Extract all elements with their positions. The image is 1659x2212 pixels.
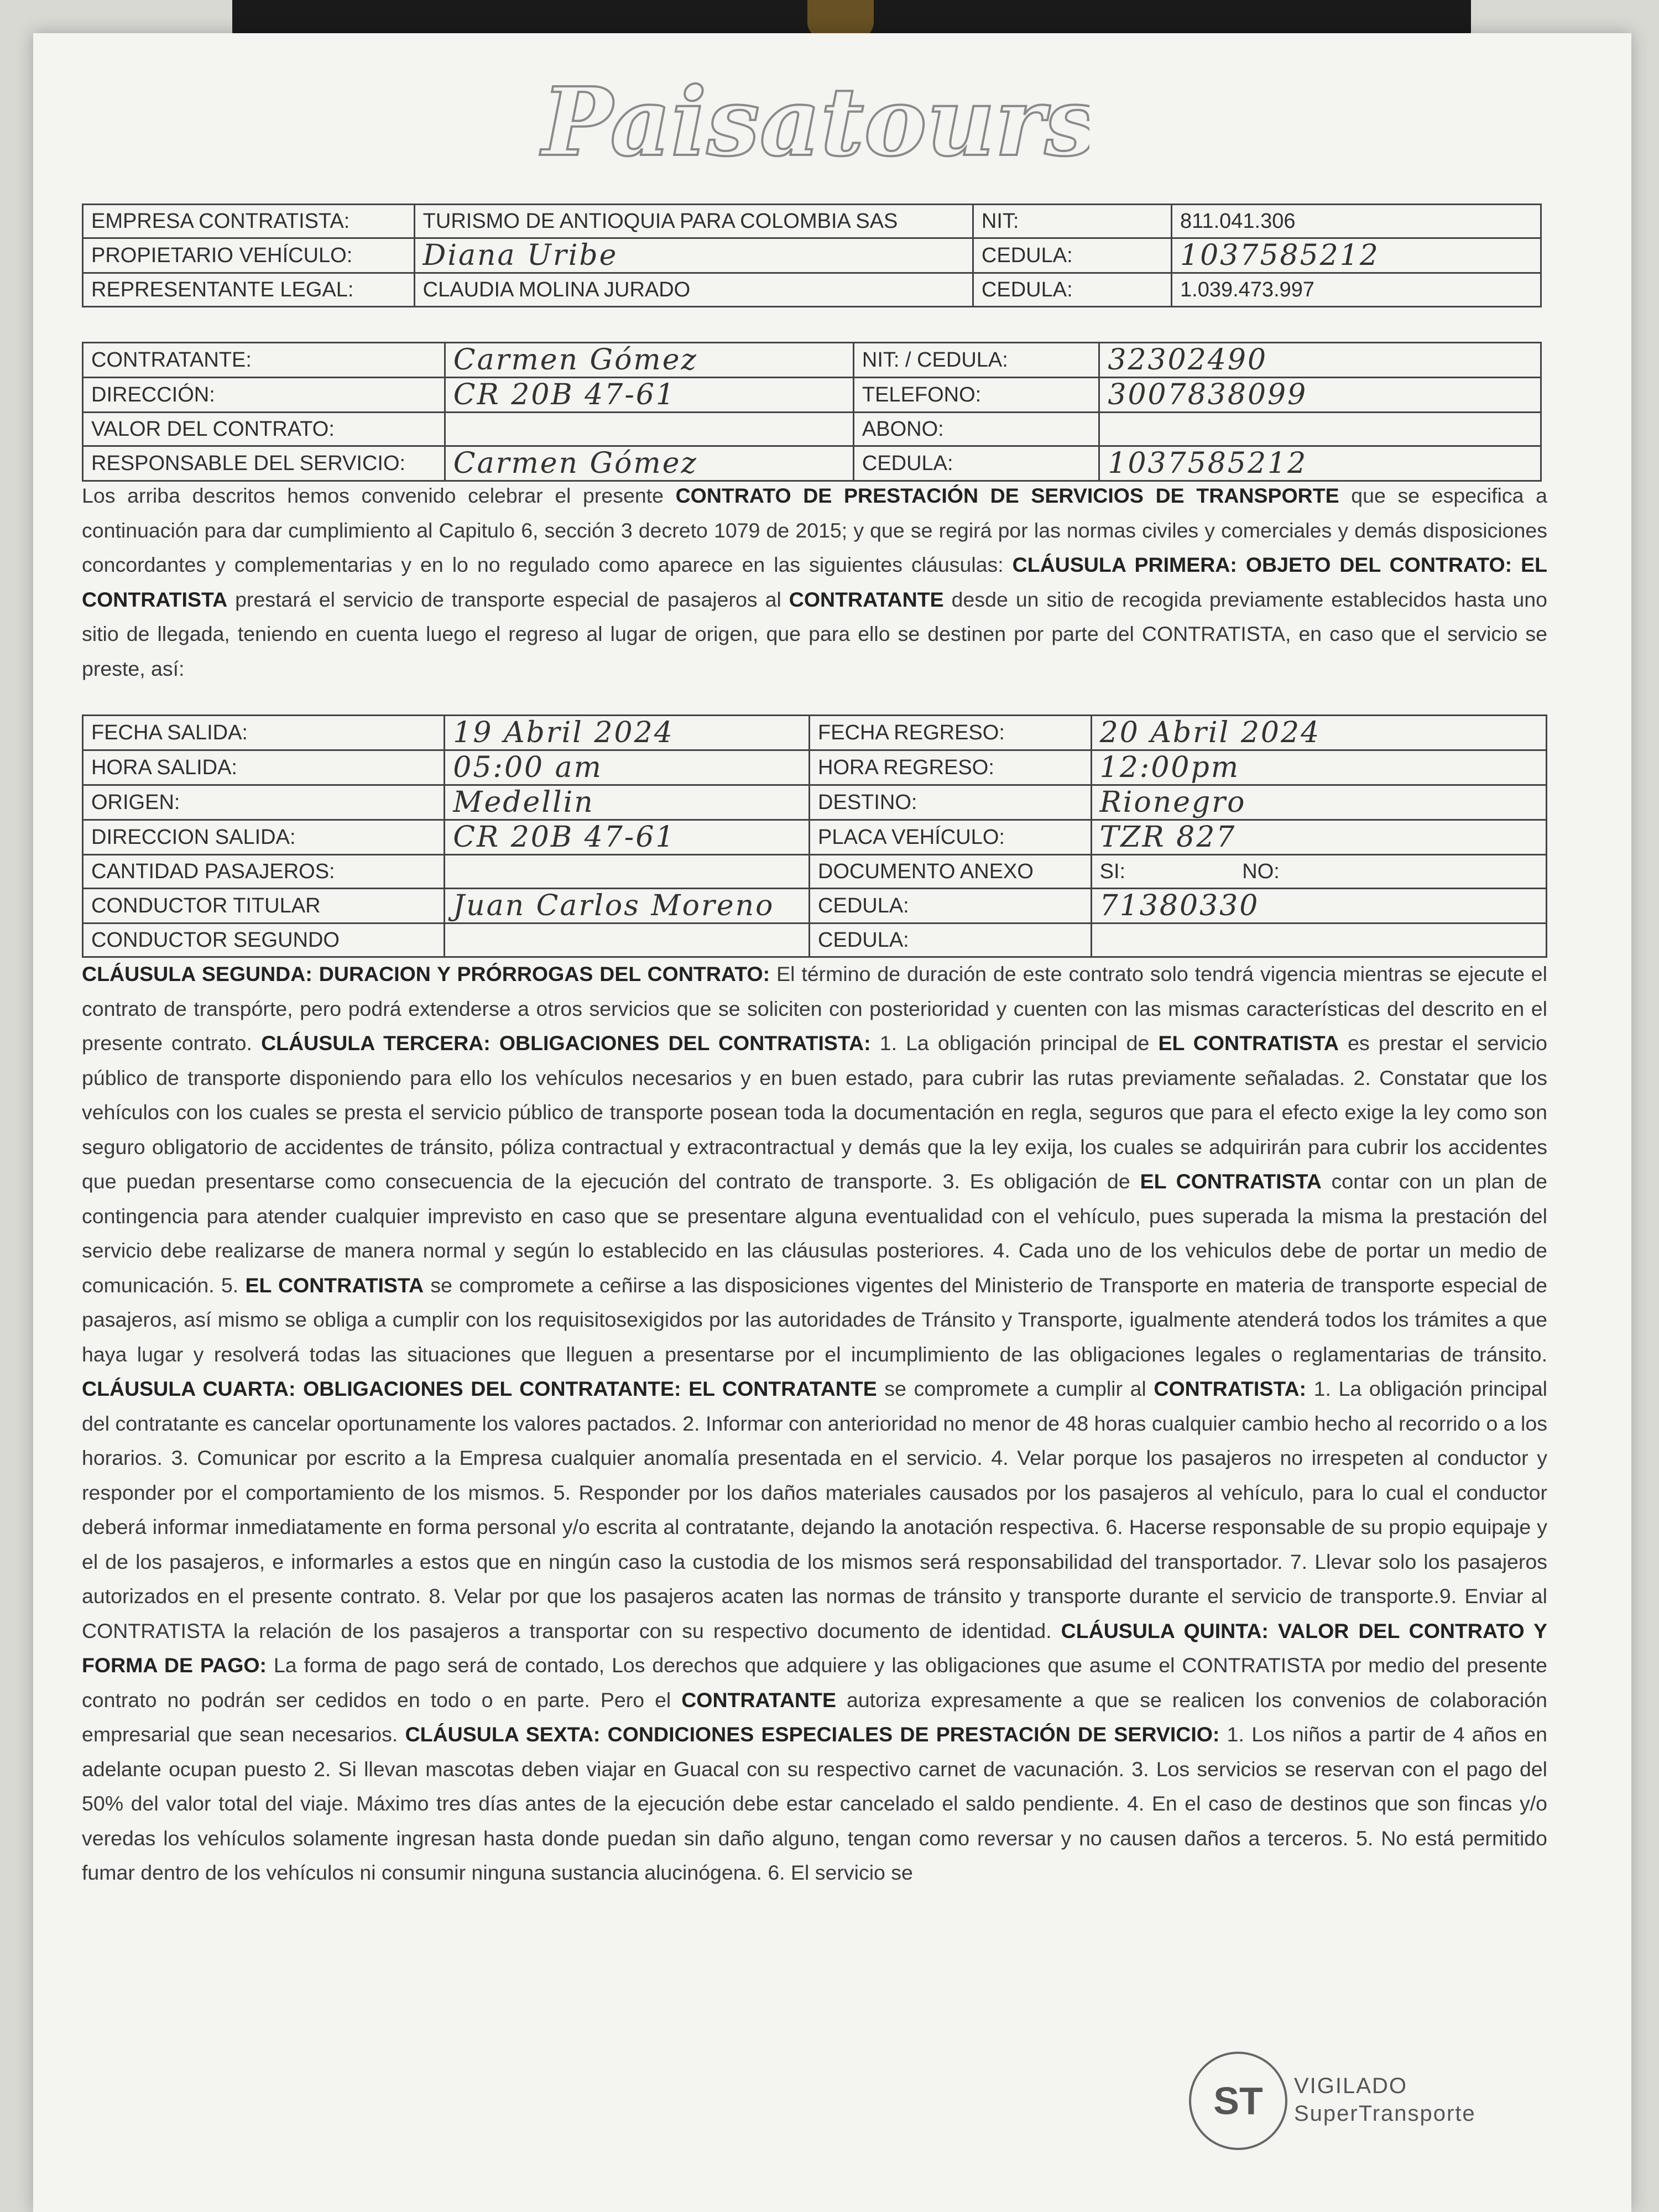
cell-label: NIT: / CEDULA:	[853, 343, 1099, 378]
cell-label: EMPRESA CONTRATISTA:	[83, 205, 415, 238]
cell-label: RESPONSABLE DEL SERVICIO:	[83, 446, 445, 481]
cell-label: CEDULA:	[810, 924, 1092, 957]
table-row	[83, 378, 1541, 413]
intro-bold: CLÁUSULA PRIMERA: OBJETO DEL CONTRATO: EL CONTRATISTA	[82, 553, 1547, 611]
company-logo	[525, 61, 1089, 188]
vigilado-stamp	[1189, 2046, 1521, 2157]
table-row	[83, 413, 1541, 446]
cell-label: CEDULA:	[810, 889, 1092, 924]
clause-text: El término de duración de este contrato solo tendrá vigencia mientras se ejecute el contrato de transpórte, pero podrá extenderse a otros servicios que se soliciten con posterioridad y cuenten con las mismas características del descrito en el presente contrato.	[82, 962, 1547, 1055]
cell-value-handwritten: Carmen Gómez	[445, 446, 853, 481]
clause-text: 1. La obligación principal del contratante es cancelar oportunamente los valores pactados. 2. Informar con anterioridad no menor de 48 horas cualquier cambio hecho al recorrido o a los horarios. 3. Comunicar por escrito a la Empresa cualquier anomalía presentada en el servicio. 4. Velar porque los pasajeros no irrespeten al conductor y responder por el comportamiento de los mismos. 5. Responder por los daños materiales causados por los pasajeros al vehículo, para lo cual el conductor deberá informar inmediatamente en forma personal y/o escrita al contratante, dejando la anotación respectiva. 6. Hacerse responsable de su propio equipaje y el de los pasajeros, e informarles a estos que en ningún caso la custodia de los mismos será responsabilidad del transportador. 7. Llevar solo los pasajeros autorizados en el presente contrato. 8. Velar por que los pasajeros acaten las normas de tránsito y transporte durante el servicio de transporte.9. Enviar al CONTRATISTA la relación de los pasajeros a transportar con su respectivo documento de identidad.	[82, 1377, 1548, 1642]
cell-value: 1.039.473.997	[1172, 273, 1541, 307]
table-row	[83, 238, 1541, 273]
table-row	[83, 343, 1541, 378]
cell-label: DOCUMENTO ANEXO	[810, 855, 1092, 889]
logo-graphic	[525, 61, 1089, 188]
cell-label: FECHA SALIDA:	[83, 716, 445, 750]
cell-label: CANTIDAD PASAJEROS:	[83, 855, 445, 889]
cell-value-handwritten: 71380330	[1091, 889, 1546, 924]
cell-label: TELEFONO:	[853, 378, 1099, 413]
cell-value: CLAUDIA MOLINA JURADO	[414, 273, 973, 307]
cell-value: TURISMO DE ANTIOQUIA PARA COLOMBIA SAS	[414, 205, 973, 238]
cell-value-handwritten: 12:00pm	[1091, 750, 1546, 785]
stamp-line2: SuperTransporte	[1294, 2101, 1476, 2126]
clause-bold: EL CONTRATISTA	[245, 1273, 424, 1297]
intro-bold: CONTRATANTE	[789, 587, 944, 611]
cell-value-handwritten: 1037585212	[1172, 238, 1541, 273]
supertransporte-logo-icon: ST	[1189, 2052, 1287, 2150]
cell-value-handwritten: 05:00 am	[445, 750, 810, 785]
cell-value-handwritten: 1037585212	[1099, 446, 1541, 481]
table-row	[83, 750, 1547, 785]
cell-label: VALOR DEL CONTRATO:	[83, 413, 445, 446]
clause-text: La forma de pago será de contado, Los derechos que adquiere y las obligaciones que asume el CONTRATISTA por medio del presente contrato no podrán ser cedidos en todo o en parte. Pero el	[82, 1653, 1548, 1712]
clause-heading: CLÁUSULA TERCERA: OBLIGACIONES DEL CONTRATISTA:	[261, 1031, 871, 1055]
table-row	[83, 205, 1541, 238]
intro-text: Los arriba descritos hemos convenido celebrar el presente	[82, 484, 676, 507]
table-row	[83, 273, 1541, 307]
cell-value-handwritten: 19 Abril 2024	[445, 716, 810, 750]
cell-value-handwritten	[445, 855, 810, 889]
clause-heading: CLÁUSULA QUINTA: VALOR DEL CONTRATO Y FORMA DE PAGO:	[82, 1619, 1547, 1677]
clause-heading: CLÁUSULA SEXTA: CONDICIONES ESPECIALES DE PRESTACIÓN DE SERVICIO:	[405, 1723, 1220, 1746]
cell-label: CEDULA:	[973, 238, 1171, 273]
trip-table	[82, 714, 1547, 958]
cell-label: ABONO:	[853, 413, 1099, 446]
cell-label: PLACA VEHÍCULO:	[810, 820, 1092, 855]
cell-label: DESTINO:	[810, 785, 1092, 820]
clause-bold: CONTRATANTE	[681, 1688, 837, 1712]
cell-value-handwritten: CR 20B 47-61	[445, 820, 810, 855]
table-row	[83, 716, 1547, 750]
cell-value: SI: NO:	[1091, 855, 1546, 889]
cell-value-handwritten: 3007838099	[1099, 378, 1541, 413]
cell-value-handwritten: Carmen Gómez	[445, 343, 853, 378]
cell-value-handwritten: TZR 827	[1091, 820, 1546, 855]
cell-label: CEDULA:	[853, 446, 1099, 481]
client-table	[82, 342, 1542, 482]
stamp-line1: VIGILADO	[1294, 2074, 1407, 2098]
clause-bold: EL CONTRATISTA	[1140, 1170, 1322, 1193]
clause-bold: EL CONTRATISTA	[1158, 1031, 1339, 1055]
clause-text: autoriza expresamente a que se realicen los convenios de colaboración empresarial que sean necesarios.	[82, 1688, 1548, 1746]
cell-value-handwritten: Medellin	[445, 785, 810, 820]
clause-heading: CLÁUSULA SEGUNDA: DURACION Y PRÓRROGAS DEL CONTRATO:	[82, 962, 770, 985]
cell-value-handwritten: 32302490	[1099, 343, 1541, 378]
cell-label: CONTRATANTE:	[83, 343, 445, 378]
cell-value-handwritten: Juan Carlos Moreno	[445, 889, 810, 924]
cell-label: ORIGEN:	[83, 785, 445, 820]
cell-label: HORA REGRESO:	[810, 750, 1092, 785]
cell-value-handwritten	[1099, 413, 1541, 446]
intro-paragraph	[82, 478, 1547, 686]
cell-value-handwritten: Rionegro	[1091, 785, 1546, 820]
clause-text: se compromete a cumplir al	[877, 1377, 1154, 1400]
cell-label: DIRECCION SALIDA:	[83, 820, 445, 855]
clause-heading: CLÁUSULA CUARTA: OBLIGACIONES DEL CONTRATANTE: EL CONTRATANTE	[82, 1377, 877, 1400]
intro-text: prestará el servicio de transporte especial de pasajeros al	[227, 587, 789, 611]
clause-text: es prestar el servicio público de transporte disponiendo para ello los vehículos necesarios y en buen estado, para cubrir las rutas previamente señaladas. 2. Constatar que los vehículos con los cuales se presta el servicio público de transporte posean toda la documentación en regla, seguros que para el efecto exige la ley como son seguro obligatorio de accidentes de tránsito, póliza contractual y extracontractual y demás que la ley exija, los cuales se adquirirán para cubrir los accidentes que puedan presentarse como consecuencia de la ejecución del contrato de transporte. 3. Es obligación de	[82, 1031, 1548, 1193]
table-row	[83, 785, 1547, 820]
cell-label: CONDUCTOR TITULAR	[83, 889, 445, 924]
table-row	[83, 855, 1547, 889]
table-row	[83, 820, 1547, 855]
cell-label: CONDUCTOR SEGUNDO	[83, 924, 445, 957]
cell-value-handwritten	[445, 924, 810, 957]
cell-label: PROPIETARIO VEHÍCULO:	[83, 238, 415, 273]
table-row	[83, 446, 1541, 481]
table-row	[83, 924, 1547, 957]
cell-value-handwritten: Diana Uribe	[414, 238, 973, 273]
clause-text: se compromete a ceñirse a las disposiciones vigentes del Ministerio de Transporte en materia de transporte especial de pasajeros, así mismo se obliga a cumplir con los requisitosexigidos por las autoridades de Tránsito y Transporte, igualmente atenderá todos los trámites a que haya lugar y resolverá todas las situaciones que lleguen a presentarse por el incumplimiento de las obligaciones legales o reglamentarias de tránsito.	[82, 1273, 1547, 1366]
cell-label: FECHA REGRESO:	[810, 716, 1092, 750]
cell-label: CEDULA:	[973, 273, 1171, 307]
cell-label: DIRECCIÓN:	[83, 378, 445, 413]
cell-label: NIT:	[973, 205, 1171, 238]
cell-value-handwritten: CR 20B 47-61	[445, 378, 853, 413]
company-table	[82, 204, 1542, 307]
cell-label: HORA SALIDA:	[83, 750, 445, 785]
cell-label: REPRESENTANTE LEGAL:	[83, 273, 415, 307]
intro-text: que se especifica a continuación para dar cumplimiento al Capitulo 6, sección 3 decreto 1079 de 2015; y que se regirá por las normas civiles y comerciales y demás disposiciones concordantes y complementarias y en lo no regulado como aparece en las siguientes cláusulas:	[82, 484, 1547, 576]
intro-bold: CONTRATO DE PRESTACIÓN DE SERVICIOS DE TRANSPORTE	[675, 484, 1339, 507]
clause-text: 1. Los niños a partir de 4 años en adelante ocupan puesto 2. Si llevan mascotas deben viajar en Guacal con su respectivo carnet de vacunación. 3. Los servicios se reservan con el pago del 50% del valor total del viaje. Máximo tres días antes de la ejecución debe estar cancelado el saldo pendiente. 4. En el caso de destinos que son fincas y/o veredas los vehículos solamente ingresan hasta donde puedan sin daño alguno, tengan como reversar y no causen daños a terceros. 5. No está permitido fumar dentro de los vehículos ni consumir ninguna sustancia alucinógena. 6. El servicio se	[82, 1723, 1547, 1884]
cell-value: 811.041.306	[1172, 205, 1541, 238]
clause-text: contar con un plan de contingencia para atender cualquier imprevisto en caso que se presentare alguna eventualidad con el vehículo, pues superada la misma la prestación del servicio debe realizarse de manera normal y según lo establecido en las cláusulas posteriores. 4. Cada uno de los vehiculos debe de portar un medio de comunicación. 5.	[82, 1170, 1547, 1297]
logo-text: Paisatours	[542, 67, 1089, 178]
cell-value-handwritten	[445, 413, 853, 446]
cell-value-handwritten: 20 Abril 2024	[1091, 716, 1546, 750]
cell-value-handwritten	[1091, 924, 1546, 957]
clause-text: 1. La obligación principal de	[870, 1031, 1159, 1055]
clause-bold: CONTRATISTA:	[1154, 1377, 1307, 1400]
table-row	[83, 889, 1547, 924]
intro-text: desde un sitio de recogida previamente establecidos hasta uno sitio de llegada, teniendo en cuenta luego el regreso al lugar de origen, que para ello se destinen por parte del CONTRATISTA, en caso que el servicio se preste, así:	[82, 587, 1547, 680]
clauses-paragraph	[82, 957, 1547, 1890]
